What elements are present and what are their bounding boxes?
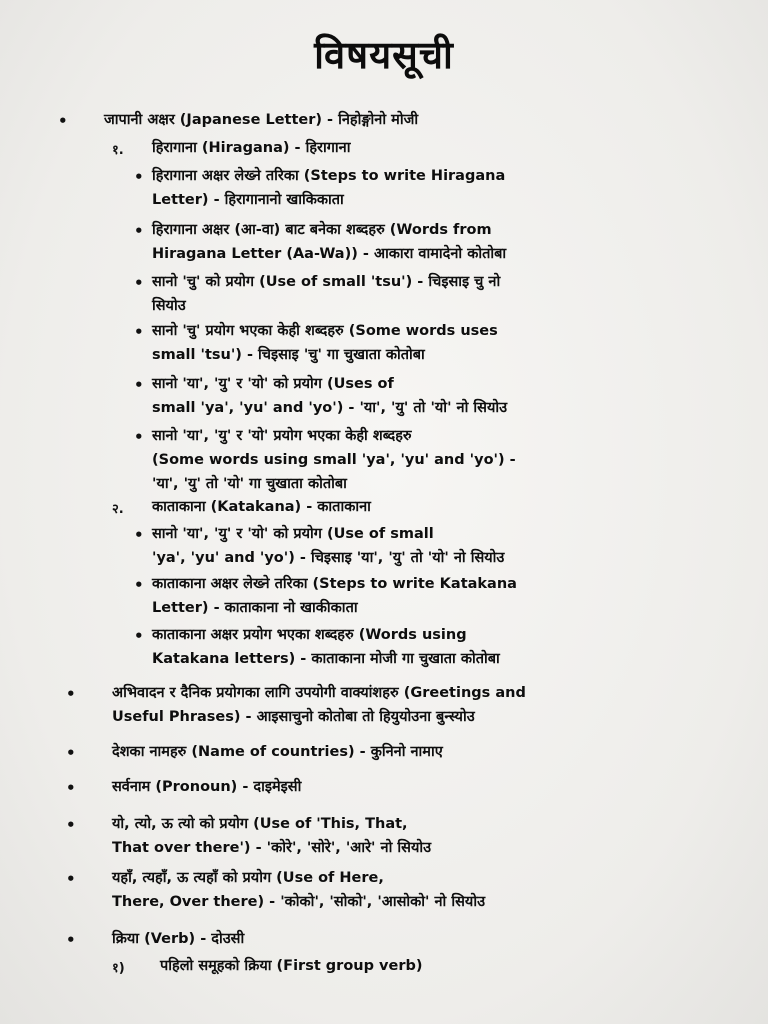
bullet-marker: • xyxy=(66,744,76,762)
toc-entry-text: small 'ya', 'yu' and 'yo') - 'या', 'यु' तो 'यो' नो सियोउ xyxy=(152,400,508,416)
toc-entry-text: अभिवादन र दैनिक प्रयोगका लागि उपयोगी वाक्यांशहरु (Greetings and xyxy=(112,685,526,701)
bullet-marker: • xyxy=(66,779,76,797)
toc-entry-text: small 'tsu') - चिइसाइ 'चु' गा चुखाता कोतोबा xyxy=(152,347,425,363)
bullet-marker: • xyxy=(134,222,144,240)
toc-entry-text: यो, त्यो, ऊ त्यो को प्रयोग (Use of 'This, That, xyxy=(112,816,408,832)
toc-entry-text: सियोउ xyxy=(152,298,186,314)
bullet-marker: • xyxy=(134,428,144,446)
bullet-marker: • xyxy=(66,816,76,834)
toc-entry-text: (Some words using small 'ya', 'yu' and 'yo') - xyxy=(152,452,516,468)
section-number: २. xyxy=(112,502,124,517)
toc-entry-text: सानो 'चु' प्रयोग भएका केही शब्दहरु (Some words uses xyxy=(152,323,498,339)
toc-entry-text: Letter) - काताकाना नो खाकीकाता xyxy=(152,600,358,616)
bullet-marker: • xyxy=(134,627,144,645)
toc-entry-text: Katakana letters) - काताकाना मोजी गा चुखाता कोतोबा xyxy=(152,651,500,667)
toc-entry-text: काताकाना अक्षर लेख्ने तरिका (Steps to write Katakana xyxy=(152,576,517,592)
bullet-marker: • xyxy=(134,376,144,394)
toc-entry-text: हिरागाना अक्षर (आ-वा) बाट बनेका शब्दहरु (Words from xyxy=(152,222,492,238)
bullet-marker: • xyxy=(134,526,144,544)
toc-entry-text: सानो 'या', 'यु' र 'यो' प्रयोग भएका केही शब्दहरु xyxy=(152,428,412,444)
toc-entry-text: यहाँ, त्यहाँ, ऊ त्यहाँ को प्रयोग (Use of Here, xyxy=(112,870,384,886)
toc-entry-text: सर्वनाम (Pronoun) - दाइमेइसी xyxy=(112,779,302,795)
bullet-marker: • xyxy=(66,870,76,888)
toc-entry-text: सानो 'या', 'यु' र 'यो' को प्रयोग (Uses of xyxy=(152,376,394,392)
toc-entry-text: काताकाना अक्षर प्रयोग भएका शब्दहरु (Words using xyxy=(152,627,467,643)
toc-entry-text: देशका नामहरु (Name of countries) - कुनिनो नामाए xyxy=(112,744,443,760)
toc-entry-text: सानो 'चु' को प्रयोग (Use of small 'tsu') - चिइसाइ चु नो xyxy=(152,274,501,290)
bullet-marker: • xyxy=(58,112,68,130)
toc-entry-text: 'ya', 'yu' and 'yo') - चिइसाइ 'या', 'यु' तो 'यो' नो सियोउ xyxy=(152,550,505,566)
toc-entry-text: हिरागाना अक्षर लेख्ने तरिका (Steps to write Hiragana xyxy=(152,168,506,184)
toc-entry-text: क्रिया (Verb) - दोउसी xyxy=(112,931,245,947)
toc-entry-text: हिरागाना (Hiragana) - हिरागाना xyxy=(152,140,351,156)
bullet-marker: • xyxy=(134,576,144,594)
toc-entry-text: पहिलो समूहको क्रिया (First group verb) xyxy=(160,958,423,974)
bullet-marker: • xyxy=(66,931,76,949)
toc-entry-text: काताकाना (Katakana) - काताकाना xyxy=(152,499,371,515)
page-title: विषयसूची xyxy=(314,33,454,77)
bullet-marker: • xyxy=(66,685,76,703)
section-number: १) xyxy=(112,961,125,976)
toc-entry-text: That over there') - 'कोरे', 'सोरे', 'आरे' नो सियोउ xyxy=(112,840,432,856)
bullet-marker: • xyxy=(134,323,144,341)
toc-entry-text: जापानी अक्षर (Japanese Letter) - निहोङ्गोनो मोजी xyxy=(104,112,419,128)
toc-entry-text: 'या', 'यु' तो 'यो' गा चुखाता कोतोबा xyxy=(152,476,347,492)
bullet-marker: • xyxy=(134,274,144,292)
toc-entry-text: There, Over there) - 'कोको', 'सोको', 'आसोको' नो सियोउ xyxy=(112,894,486,910)
bullet-marker: • xyxy=(134,168,144,186)
toc-entry-text: सानो 'या', 'यु' र 'यो' को प्रयोग (Use of small xyxy=(152,526,434,542)
toc-entry-text: Hiragana Letter (Aa-Wa)) - आकारा वामादेनो कोतोबा xyxy=(152,246,507,262)
toc-entry-text: Letter) - हिरागानानो खाकिकाता xyxy=(152,192,344,208)
section-number: १. xyxy=(112,143,124,158)
toc-entry-text: Useful Phrases) - आइसाचुनो कोतोबा तो हियुयोउना बुन्स्योउ xyxy=(112,709,475,725)
